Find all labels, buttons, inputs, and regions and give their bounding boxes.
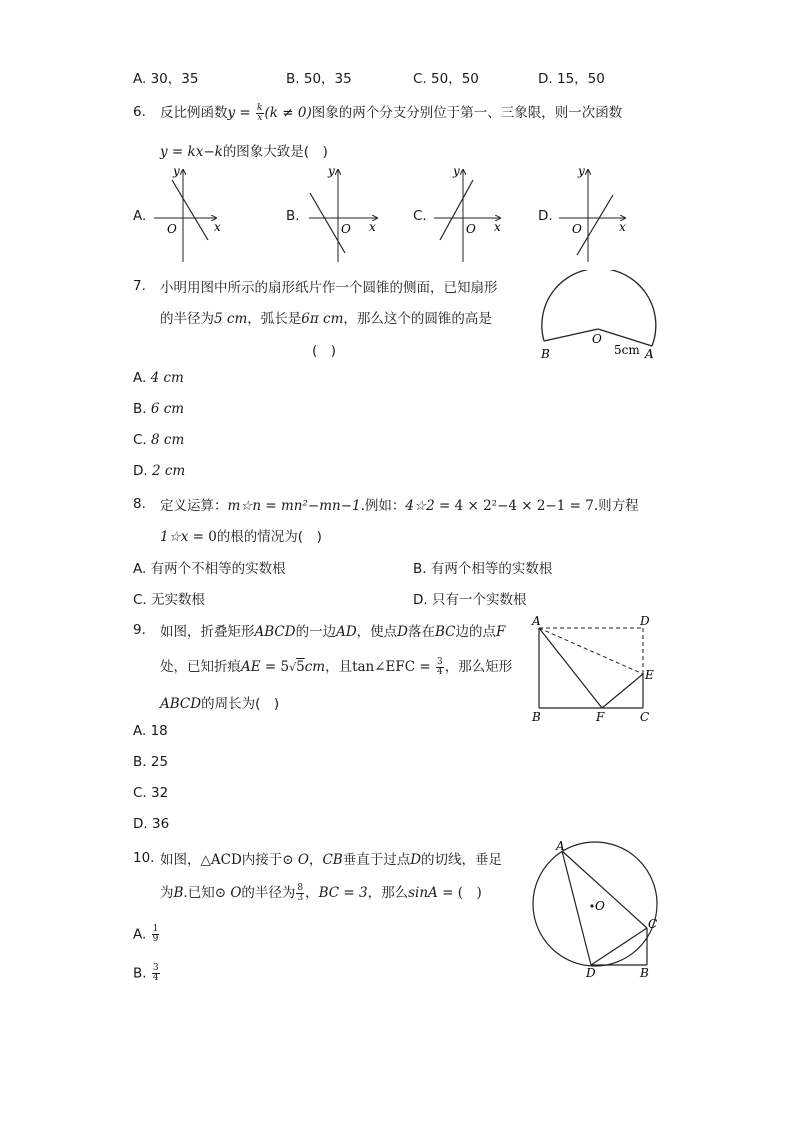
q9-option-d: D. 36 — [133, 816, 170, 832]
q8-option-d: D. 只有一个实数根 — [413, 592, 527, 608]
q10-option-a: A. $\frac{1}{9}$ — [133, 924, 159, 944]
point-a-label: A — [556, 839, 565, 853]
point-b-label: B — [532, 710, 541, 724]
x-axis-label: x — [369, 220, 376, 234]
function-line — [172, 180, 208, 240]
q10-number: 10. — [133, 850, 155, 866]
point-f-label: F — [596, 710, 605, 724]
q6-option-d-label: D. — [538, 208, 553, 224]
q7-option-a: A. 4 cm — [133, 370, 184, 386]
point-a-label: A — [645, 347, 654, 361]
q8-line1: 定义运算：m☆n = mn²−mn−1.例如：4☆2 = 4 × 2²−4 × 2−1 = 7.则方程 — [160, 498, 639, 514]
q8-option-c: C. 无实数根 — [133, 592, 206, 608]
q8-option-b: B. 有两个相等的实数根 — [413, 561, 553, 577]
y-axis-label: y — [173, 165, 180, 178]
point-a-label: A — [532, 614, 541, 628]
q10-line2: 为B.已知⊙ O的半径为 $\frac{8}{3}$ ，BC = 3，那么sinA = ( ) — [160, 882, 482, 903]
q8-option-a: A. 有两个不相等的实数根 — [133, 561, 286, 577]
function-line — [577, 195, 613, 255]
fold-crease-ae — [539, 628, 643, 674]
point-d-label: D — [586, 966, 596, 980]
origin-label: O — [466, 222, 476, 236]
origin-label: O — [167, 222, 177, 236]
point-e-label: E — [645, 668, 654, 682]
q7-option-d: D. 2 cm — [133, 463, 186, 479]
q5-option-d: D. 15，50 — [538, 71, 605, 87]
q6-graph-d — [555, 165, 635, 265]
q9-number: 9. — [133, 622, 146, 638]
q10-circle-figure — [525, 838, 665, 980]
q10-line1: 如图，△ACD内接于⊙ O，CB垂直于过点D的切线，垂足 — [160, 852, 503, 868]
origin-label: O — [572, 222, 582, 236]
q9-option-b: B. 25 — [133, 754, 169, 770]
segment-fe — [602, 674, 643, 708]
q6-graph-c — [430, 165, 510, 265]
q7-sector-figure — [530, 270, 665, 370]
y-axis-label: y — [578, 165, 585, 178]
segment-af — [539, 628, 602, 708]
point-o-label: O — [592, 332, 602, 346]
segment-ac — [562, 851, 647, 928]
q7-line1: 小明用图中所示的扇形纸片作一个圆锥的侧面，已知扇形 — [160, 280, 498, 296]
point-b-label: B — [640, 966, 649, 980]
segment-dc — [591, 928, 647, 965]
point-c-label: C — [648, 917, 658, 931]
q5-option-a: A. 30，35 — [133, 71, 199, 87]
q9-line1: 如图，折叠矩形ABCD的一边AD，使点D落在BC边的点F — [160, 624, 506, 640]
q9-option-a: A. 18 — [133, 723, 168, 739]
q9-line2: 处，已知折痕AE = 5√5cm，且tan∠EFC = $\frac{3}{4}$ ，那么矩形 — [160, 656, 513, 677]
point-o-label: O — [595, 899, 605, 913]
q9-rectangle-figure — [528, 612, 660, 724]
segment-ad — [562, 851, 591, 965]
q9-line3: ABCD的周长为( ) — [160, 696, 280, 712]
q5-option-c: C. 50，50 — [413, 71, 479, 87]
q6-line1: 反比例函数y = $\frac{k}{x}$ (k ≠ 0)图象的两个分支分别位于第一、三象限，则一次函数 — [160, 102, 623, 123]
q10-option-b: B. $\frac{3}{4}$ — [133, 963, 159, 983]
y-axis-label: y — [453, 165, 460, 178]
radius-ob — [544, 329, 598, 341]
q7-line2: 的半径为5 cm，弧长是6π cm，那么这个的圆锥的高是 — [160, 311, 492, 327]
q7-option-b: B. 6 cm — [133, 401, 185, 417]
point-b-label: B — [541, 347, 550, 361]
q6-option-c-label: C. — [413, 208, 427, 224]
q6-graph-b — [305, 165, 385, 265]
point-c-label: C — [640, 710, 650, 724]
q6-option-b-label: B. — [286, 208, 300, 224]
q7-option-c: C. 8 cm — [133, 432, 185, 448]
q7-number: 7. — [133, 278, 146, 294]
q8-line2: 1☆x = 0的根的情况为( ) — [160, 529, 322, 545]
q9-option-c: C. 32 — [133, 785, 169, 801]
q5-option-b: B. 50，35 — [286, 71, 352, 87]
q6-option-a-label: A. — [133, 208, 147, 224]
q6-graph-a — [150, 165, 230, 265]
x-axis-label: x — [214, 220, 221, 234]
x-axis-label: x — [494, 220, 501, 234]
q6-line2: y = kx−k的图象大致是( ) — [160, 144, 328, 160]
x-axis-label: x — [619, 220, 626, 234]
radius-length-label: 5cm — [614, 343, 640, 357]
y-axis-label: y — [328, 165, 335, 178]
point-d-label: D — [640, 614, 650, 628]
q7-answer-paren: ( ) — [312, 343, 337, 359]
center-point — [590, 904, 593, 907]
function-line — [310, 193, 345, 253]
q6-number: 6. — [133, 104, 146, 120]
q8-number: 8. — [133, 496, 146, 512]
origin-label: O — [341, 222, 351, 236]
